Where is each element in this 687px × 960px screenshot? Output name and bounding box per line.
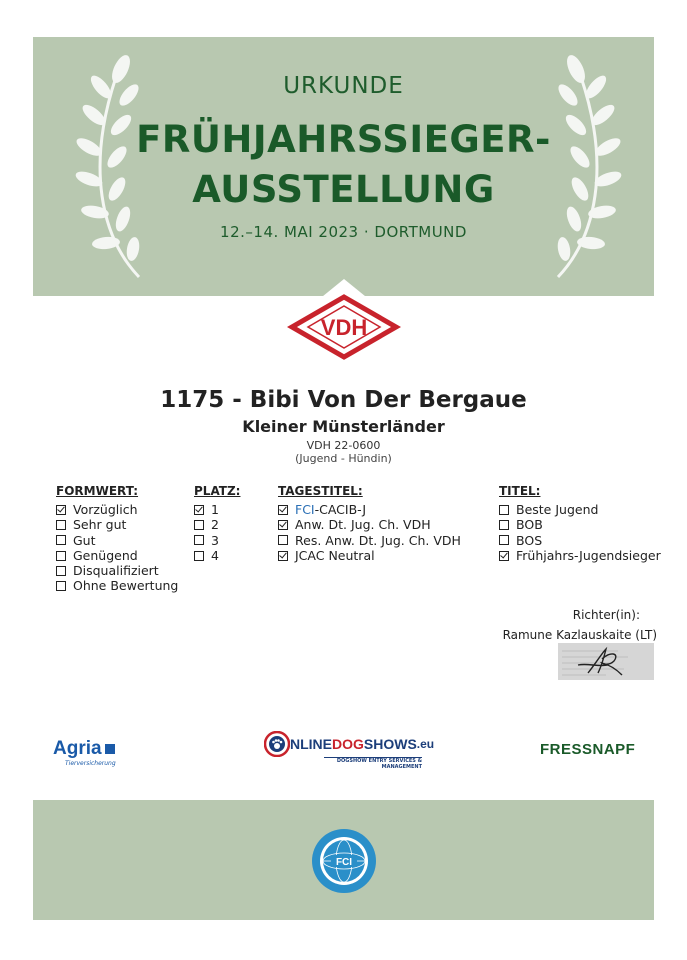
titel-label: BOS <box>516 532 543 548</box>
platz-label: 3 <box>211 532 219 548</box>
checkbox-icon <box>499 520 509 530</box>
agria-subtitle: Tierversicherung <box>65 760 116 767</box>
fressnapf-logo: FRESSNAPF <box>540 741 636 758</box>
titel-section <box>499 484 661 563</box>
titel-option[interactable] <box>499 517 661 532</box>
dog-breed: Kleiner Münsterländer <box>242 417 445 436</box>
dog-registration: VDH 22-0600 <box>306 439 381 452</box>
checkbox-icon <box>56 566 66 576</box>
event-title-line1: FRÜHJAHRSSIEGER- <box>136 118 551 161</box>
platz-option[interactable] <box>194 533 240 548</box>
ods-dog-text: DOG <box>332 736 364 752</box>
judge-name: Ramune Kazlauskaite (LT) <box>502 628 657 642</box>
titel-option[interactable] <box>499 502 661 517</box>
checkbox-icon <box>56 581 66 591</box>
vdh-logo <box>283 277 405 377</box>
dog-heading: 1175 - Bibi Von Der Bergaue <box>160 387 527 413</box>
checkbox-checked-icon <box>499 551 509 561</box>
agria-logo <box>53 738 116 767</box>
checkbox-icon <box>194 535 204 545</box>
platz-option[interactable] <box>194 517 240 532</box>
tagestitel-label: JCAC Neutral <box>295 547 375 563</box>
event-date-location: 12.–14. MAI 2023 · DORTMUND <box>220 223 467 241</box>
checkbox-icon <box>56 551 66 561</box>
tagestitel-option[interactable] <box>278 533 461 548</box>
ods-tld-text: .eu <box>416 737 435 751</box>
formwert-label: Gut <box>73 532 96 548</box>
platz-label: 4 <box>211 547 219 563</box>
onlinedogshows-logo <box>264 731 434 770</box>
formwert-label: Genügend <box>73 547 138 563</box>
ods-online-text: NLINE <box>290 736 332 752</box>
platz-section <box>194 484 240 563</box>
checkbox-icon <box>56 520 66 530</box>
titel-option[interactable] <box>499 548 661 563</box>
formwert-option[interactable] <box>56 563 178 578</box>
checkbox-icon <box>56 535 66 545</box>
tagestitel-heading: TAGESTITEL: <box>278 484 363 498</box>
checkbox-icon <box>499 505 509 515</box>
formwert-section <box>56 484 178 594</box>
platz-option[interactable] <box>194 548 240 563</box>
ods-shows-text: SHOWS <box>363 736 417 752</box>
titel-label: Frühjahrs-Jugendsieger <box>516 547 661 563</box>
tagestitel-option[interactable] <box>278 502 461 517</box>
tagestitel-label: Anw. Dt. Jug. Ch. VDH <box>295 517 431 533</box>
formwert-option[interactable] <box>56 533 178 548</box>
tagestitel-label: -CACIB-J <box>314 502 367 517</box>
titel-label: BOB <box>516 517 543 533</box>
fci-seal-icon <box>311 828 377 894</box>
titel-option[interactable] <box>499 533 661 548</box>
event-title <box>33 115 654 215</box>
fci-seal-text: FCI <box>335 857 353 868</box>
checkbox-icon <box>194 520 204 530</box>
formwert-option[interactable] <box>56 517 178 532</box>
tagestitel-option[interactable] <box>278 548 461 563</box>
agria-mark-icon <box>105 744 115 754</box>
tagestitel-option[interactable] <box>278 517 461 532</box>
formwert-label: Ohne Bewertung <box>73 578 179 594</box>
platz-label: 2 <box>211 517 219 533</box>
checkbox-checked-icon <box>278 505 288 515</box>
fci-prefix: FCI <box>295 502 315 517</box>
formwert-label: Sehr gut <box>73 517 127 533</box>
formwert-option[interactable] <box>56 548 178 563</box>
event-title-line2: AUSSTELLUNG <box>192 168 495 211</box>
checkbox-icon <box>499 535 509 545</box>
footer-banner <box>33 800 654 920</box>
agria-text: Agria <box>53 738 102 759</box>
formwert-heading: FORMWERT: <box>56 484 139 498</box>
checkbox-icon <box>278 535 288 545</box>
judge-signature <box>558 643 654 680</box>
checkbox-checked-icon <box>278 551 288 561</box>
formwert-label: Vorzüglich <box>73 502 138 517</box>
ods-subtitle: DOGSHOW ENTRY SERVICES & MANAGEMENT <box>324 757 422 770</box>
platz-label: 1 <box>211 502 219 517</box>
certificate-overline: URKUNDE <box>283 73 404 99</box>
formwert-option[interactable] <box>56 502 178 517</box>
paw-icon <box>264 731 290 757</box>
formwert-option[interactable] <box>56 578 178 593</box>
vdh-logo-text: VDH <box>320 315 368 340</box>
checkbox-icon <box>194 551 204 561</box>
formwert-label: Disqualifiziert <box>73 563 159 579</box>
dog-class: (Jugend - Hündin) <box>295 452 392 465</box>
header-banner <box>33 37 654 296</box>
tagestitel-label: Res. Anw. Dt. Jug. Ch. VDH <box>295 532 461 548</box>
checkbox-checked-icon <box>278 520 288 530</box>
checkbox-checked-icon <box>56 505 66 515</box>
titel-heading: TITEL: <box>499 484 541 498</box>
judge-label: Richter(in): <box>572 608 640 622</box>
titel-label: Beste Jugend <box>516 502 599 517</box>
platz-heading: PLATZ: <box>194 484 241 498</box>
tagestitel-section <box>278 484 461 563</box>
checkbox-checked-icon <box>194 505 204 515</box>
platz-option[interactable] <box>194 502 240 517</box>
